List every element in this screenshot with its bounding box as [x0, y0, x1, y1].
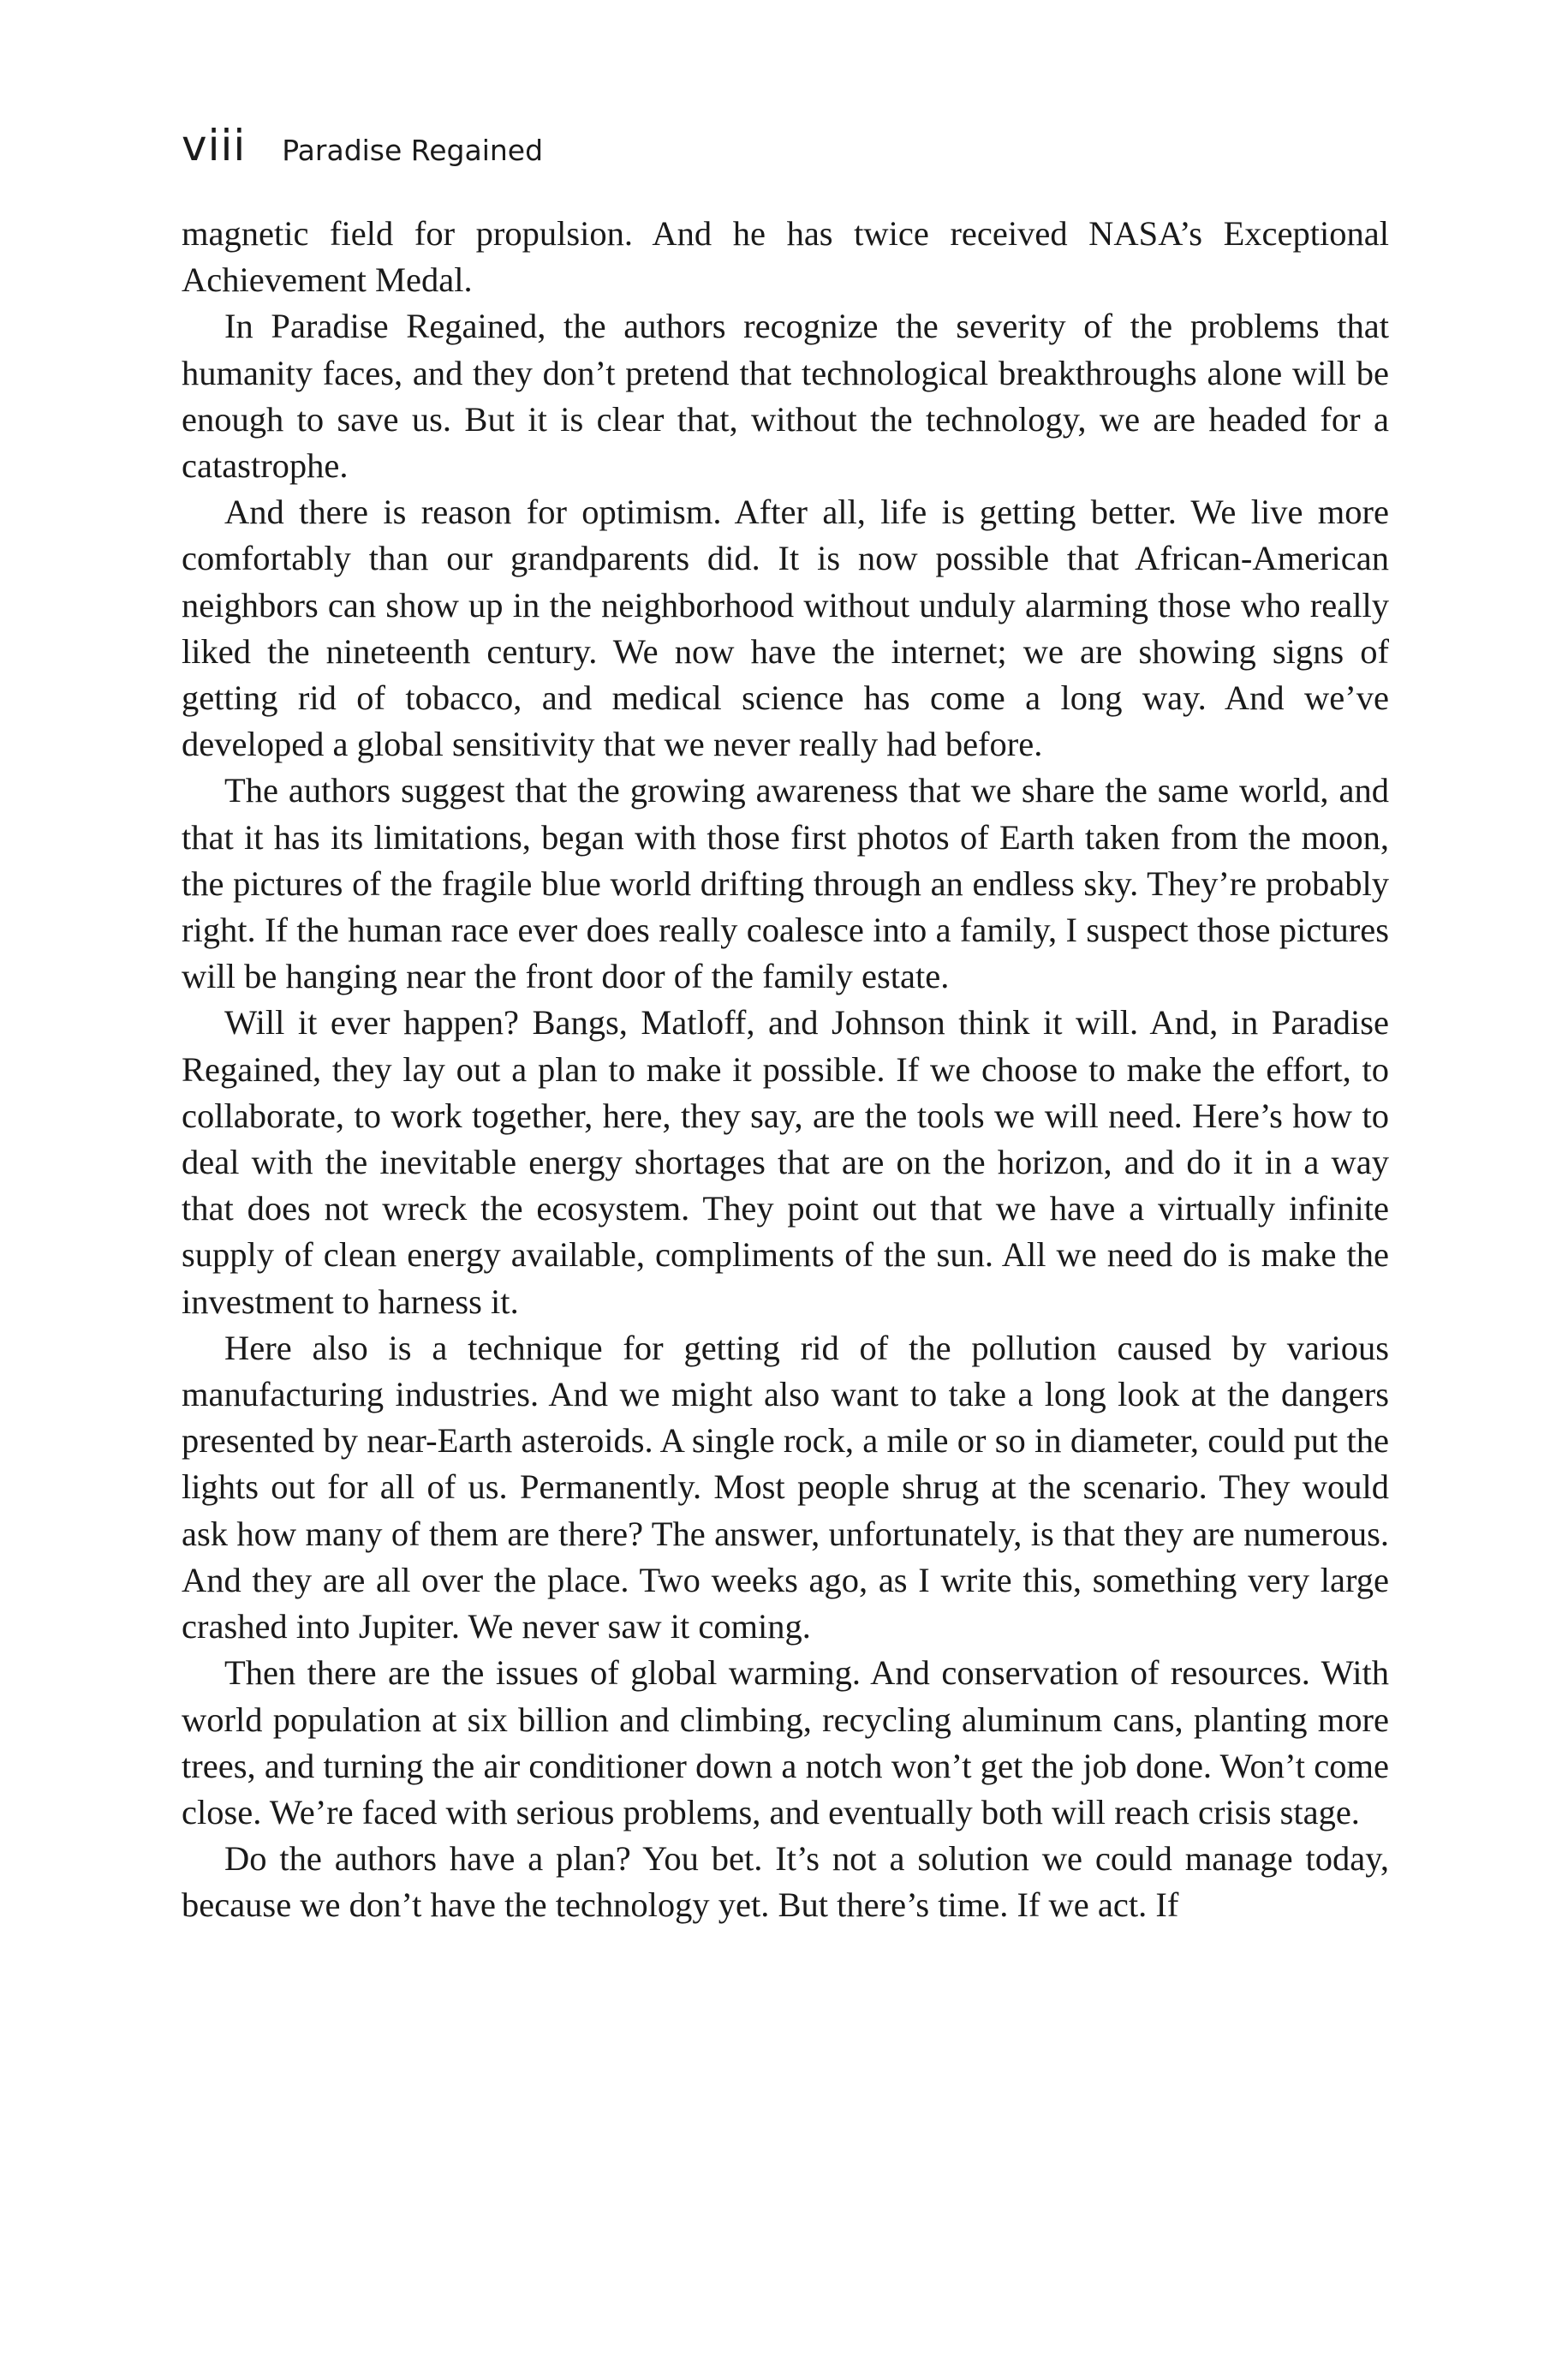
- paragraph-continued: magnetic field for propulsion. And he has twice received NASA’s Exceptional Achievement Medal.: [182, 214, 1389, 300]
- paragraph: In Paradise Regained, the authors recognize the severity of the problems that humanity faces, and they don’t pretend that technological breakthroughs alone will be enough to save us. But it is clear that, without the technology, we are headed for a catastrophe.: [182, 307, 1389, 486]
- paragraph: Do the authors have a plan? You bet. It’s not a solution we could manage today, because we don’t have the technology yet. But there’s time. If we act. If: [182, 1839, 1389, 1925]
- paragraph: Here also is a technique for getting rid of the pollution caused by various manufacturing industries. And we might also want to take a long look at the dangers presented by near-Earth asteroids. A single rock, a mile or so in diameter, could put the lights out for all of us. Permanently. Most people shrug at the scenario. They would ask how many of them are there? The answer, unfortunately, is that they are numerous. And they are all over the place. Two weeks ago, as I write this, something very large crashed into Jupiter. We never saw it coming.: [182, 1328, 1389, 1646]
- paragraph: Will it ever happen? Bangs, Matloff, and Johnson think it will. And, in Paradise Regained, they lay out a plan to make it possible. If we choose to make the effort, to collaborate, to work together, here, they say, are the tools we will need. Here’s how to deal with the inevitable energy shortages that are on the horizon, and do it in a way that does not wreck the ecosystem. They point out that we have a virtually infinite supply of clean energy available, compliments of the sun. All we need do is make the investment to harness it.: [182, 1003, 1389, 1321]
- page-header: [182, 120, 543, 171]
- paragraph: The authors suggest that the growing awareness that we share the same world, and that it has its limitations, began with those first photos of Earth taken from the moon, the pictures of the fragile blue world drifting through an endless sky. They’re probably right. If the human race ever does really coalesce into a family, I suspect those pictures will be hanging near the front door of the family estate.: [182, 771, 1389, 996]
- running-title: Paradise Regained: [282, 134, 544, 167]
- paragraph: And there is reason for optimism. After all, life is getting better. We live more comfortably than our grandparents did. It is now possible that African-American neighbors can show up in the neighborhood without unduly alarming those who really liked the nineteenth century. We now have the internet; we are showing signs of getting rid of tobacco, and medical science has come a long way. And we’ve developed a global sensitivity that we never really had before.: [182, 493, 1389, 764]
- paragraph: Then there are the issues of global warming. And conservation of resources. With world population at six billion and climbing, recycling aluminum cans, planting more trees, and turning the air conditioner down a notch won’t get the job done. Won’t come close. We’re faced with serious problems, and eventually both will reach crisis stage.: [182, 1653, 1389, 1831]
- body-text: [182, 211, 1389, 1929]
- page-number: viii: [182, 121, 247, 170]
